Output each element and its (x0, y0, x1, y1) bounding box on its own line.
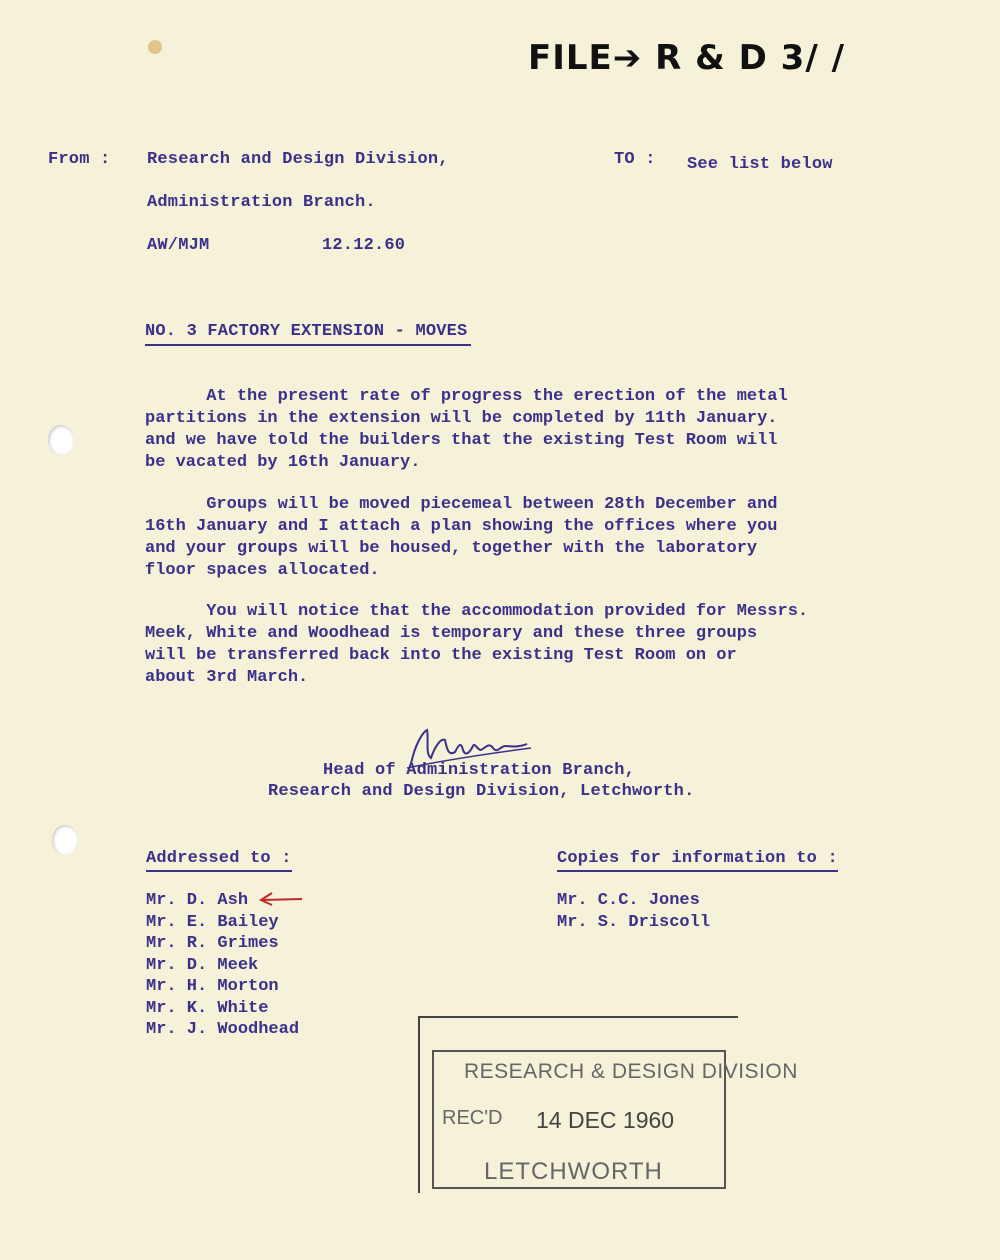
addressee: Mr. R. Grimes (146, 934, 279, 953)
file-reference (528, 38, 845, 78)
body-paragraph-2: Groups will be moved piecemeal between 28th December and 16th January and I attach a plan showing the offices where you and your groups will be housed, together with the laboratory floor spaces allocated. (145, 495, 778, 580)
addressee: Mr. D. Meek (146, 955, 259, 975)
stamp-date: 14 DEC 1960 (536, 1107, 675, 1133)
body-paragraph-1: At the present rate of progress the erection of the metal partitions in the extension will be completed by 11th January. and we have told the builders that the existing Test Room will be vacated by 16th January. (145, 387, 788, 472)
memo-subject: NO. 3 FACTORY EXTENSION - MOVES (145, 322, 471, 346)
from-label: From : (48, 150, 111, 169)
addressee: Mr. J. Woodhead (146, 1020, 300, 1039)
sign-off-line-1: Head of Administration Branch, (323, 761, 636, 780)
addressee: Mr. D. Ash (146, 891, 249, 910)
copy-recipient: Mr. S. Driscoll (557, 912, 711, 932)
addressee: Mr. H. Morton (146, 977, 279, 996)
paper-stain (148, 40, 162, 54)
punch-hole-top (48, 425, 74, 455)
sign-off-line-2: Research and Design Division, Letchworth. (268, 782, 695, 801)
stamp-location: LETCHWORTH (484, 1158, 663, 1185)
from-line-2: Administration Branch. (147, 193, 376, 212)
to-value: See list below (687, 155, 833, 174)
reference-code: AW/MJM (147, 236, 210, 255)
from-line-1: Research and Design Division, (147, 150, 449, 169)
stamp-division: RESEARCH & DESIGN DIVISION (464, 1060, 798, 1083)
stamp-recd-label: REC'D (442, 1107, 503, 1129)
addressed-list (146, 890, 299, 1041)
red-arrow-mark (258, 891, 304, 907)
to-label: TO : (614, 150, 656, 169)
addressee: Mr. E. Bailey (146, 912, 279, 932)
addressed-heading: Addressed to : (146, 849, 292, 872)
addressee: Mr. K. White (146, 998, 269, 1018)
copies-heading: Copies for information to : (557, 849, 838, 872)
copies-list (557, 890, 710, 933)
file-reference-text: FILE➔ R & D 3/ / (528, 38, 845, 78)
body-paragraph-3: You will notice that the accommodation provided for Messrs. Meek, White and Woodhead is temporary and these three groups will be transferred back into the existing Test Room on or about 3rd March. (145, 602, 809, 687)
punch-hole-bottom (52, 825, 78, 855)
copy-recipient: Mr. C.C. Jones (557, 891, 700, 910)
received-stamp (432, 1050, 798, 1189)
memo-date: 12.12.60 (322, 236, 406, 255)
